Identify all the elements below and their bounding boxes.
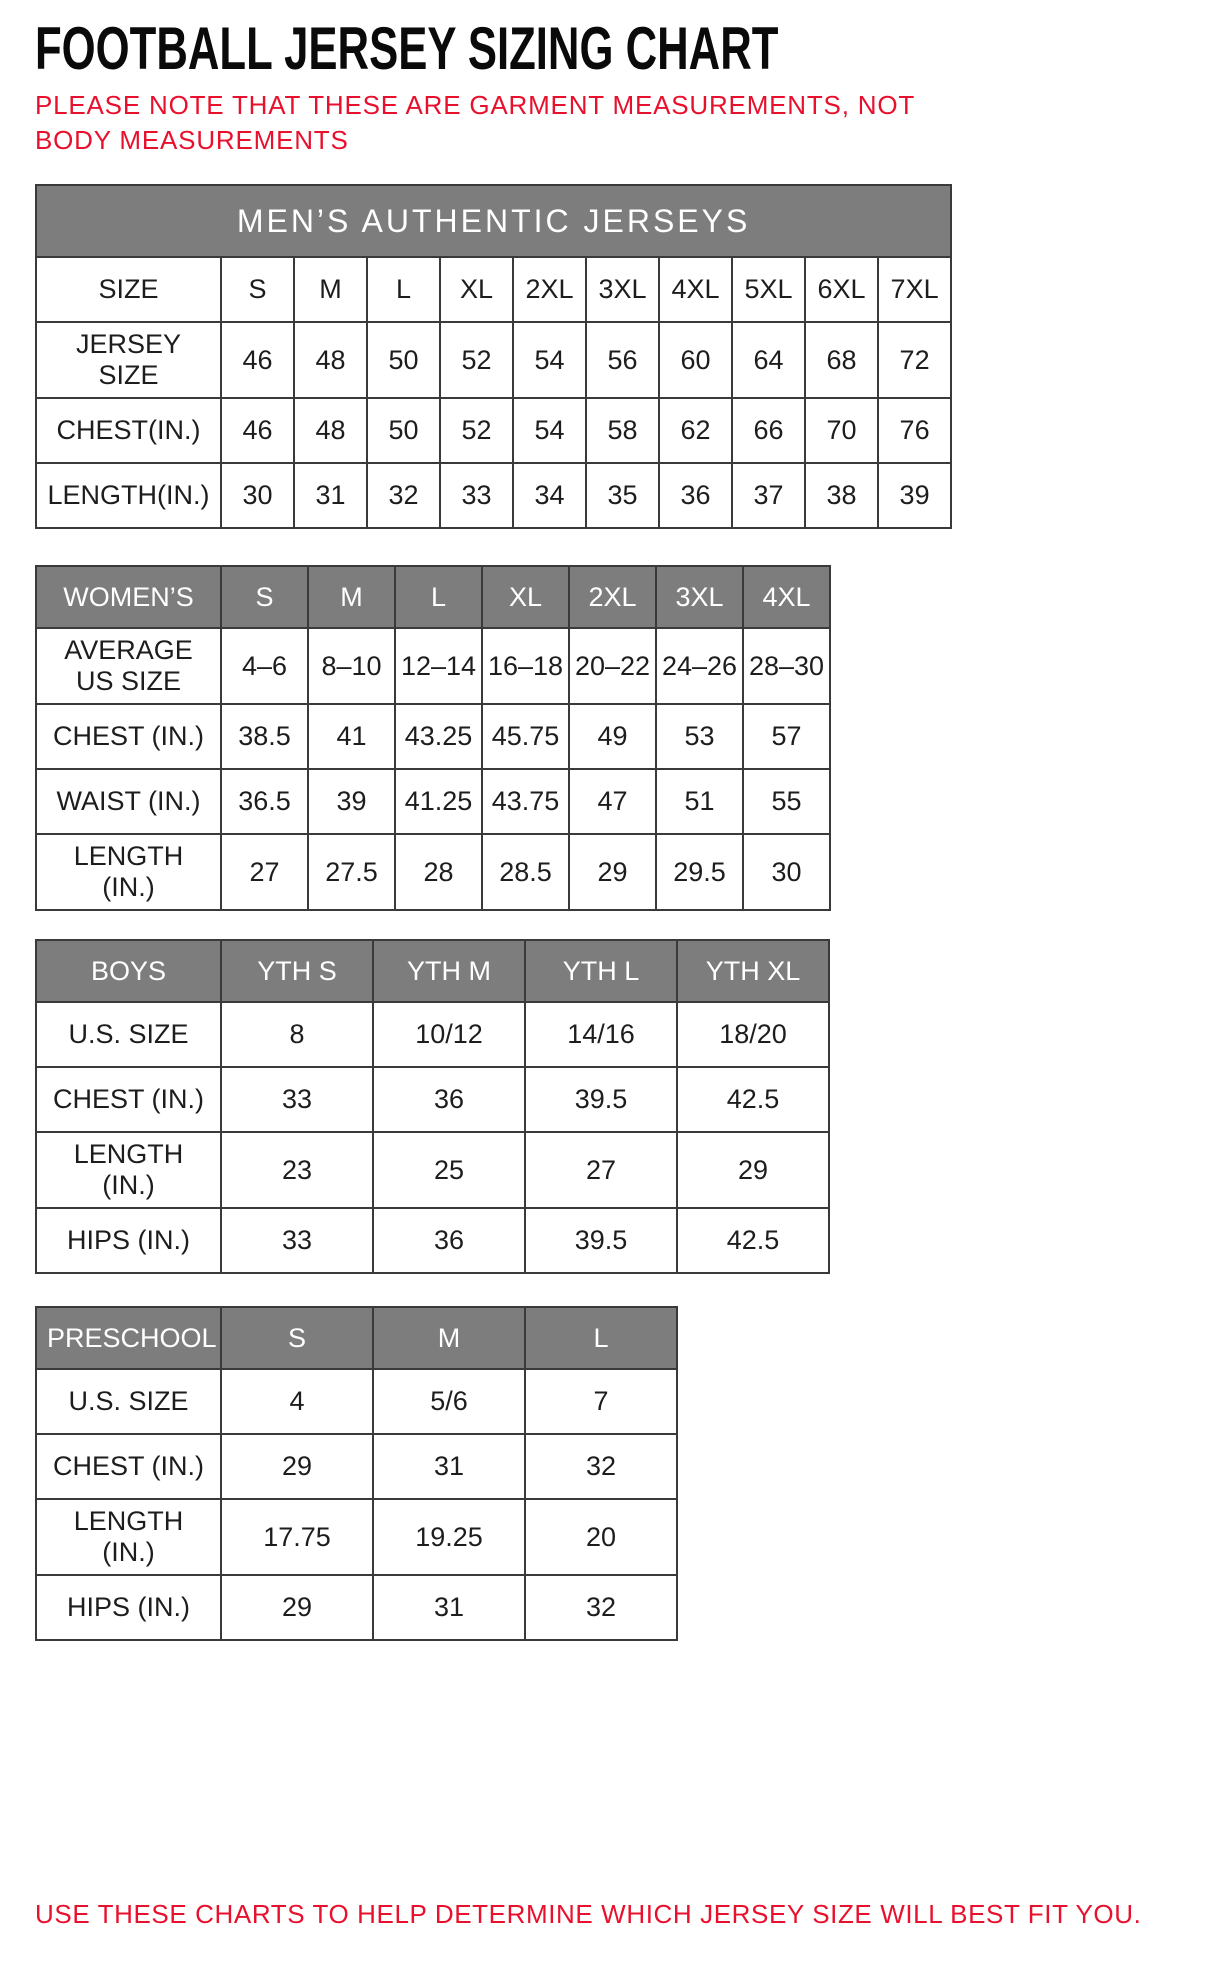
table-cell: 27.5 [308,834,395,910]
row-label: U.S. SIZE [36,1002,221,1067]
table-cell: 3XL [586,257,659,322]
table-cell: 23 [221,1132,373,1208]
preschool-jerseys-table [35,1306,678,1641]
table-cell: 43.75 [482,769,569,834]
table-header-row [36,566,830,628]
table-cell: 72 [878,322,951,398]
table-cell: 53 [656,704,743,769]
table-title-cell: WOMEN’S [36,566,221,628]
table-cell: 56 [586,322,659,398]
table-cell: 8–10 [308,628,395,704]
table-cell: 28 [395,834,482,910]
table-cell: 31 [294,463,367,528]
table-row [36,1369,677,1434]
table-cell: 27 [221,834,308,910]
table-cell: 70 [805,398,878,463]
table-cell: 10/12 [373,1002,525,1067]
table-cell: 18/20 [677,1002,829,1067]
table-cell: 4XL [659,257,732,322]
table-cell: 38 [805,463,878,528]
table-title-cell: BOYS [36,940,221,1002]
table-row [36,1067,829,1132]
table-cell: 7XL [878,257,951,322]
mens-jerseys-table [35,184,952,529]
table-cell: 46 [221,322,294,398]
table-row [36,463,951,528]
column-header: YTH S [221,940,373,1002]
table-cell: 52 [440,398,513,463]
row-label: HIPS (IN.) [36,1575,221,1640]
table-cell: 34 [513,463,586,528]
table-cell: 29 [221,1575,373,1640]
column-header: YTH XL [677,940,829,1002]
table-row [36,1434,677,1499]
table-cell: 19.25 [373,1499,525,1575]
table-cell: L [367,257,440,322]
column-header: 2XL [569,566,656,628]
table-cell: 47 [569,769,656,834]
column-header: S [221,1307,373,1369]
table-cell: 24–26 [656,628,743,704]
table-cell: 36.5 [221,769,308,834]
table-cell: 36 [373,1067,525,1132]
table-cell: 68 [805,322,878,398]
table-row [36,628,830,704]
table-cell: 29 [677,1132,829,1208]
table-cell: 39 [308,769,395,834]
table-cell: 20 [525,1499,677,1575]
table-row [36,1208,829,1273]
table-cell: 66 [732,398,805,463]
column-header: XL [482,566,569,628]
row-label: U.S. SIZE [36,1369,221,1434]
table-cell: 25 [373,1132,525,1208]
row-label: WAIST (IN.) [36,769,221,834]
table-row [36,1132,829,1208]
table-cell: 16–18 [482,628,569,704]
column-header: 3XL [656,566,743,628]
table-cell: 49 [569,704,656,769]
table-cell: 7 [525,1369,677,1434]
row-label: JERSEY SIZE [36,322,221,398]
table-cell: 31 [373,1575,525,1640]
table-cell: 33 [440,463,513,528]
row-label: CHEST (IN.) [36,1067,221,1132]
column-header: M [373,1307,525,1369]
table-cell: 60 [659,322,732,398]
table-row [36,769,830,834]
table-cell: 14/16 [525,1002,677,1067]
table-cell: 45.75 [482,704,569,769]
table-row [36,1499,677,1575]
column-header: YTH L [525,940,677,1002]
table-row [36,257,951,322]
table-row [36,1575,677,1640]
table-cell: 62 [659,398,732,463]
table-cell: 76 [878,398,951,463]
table-cell: 42.5 [677,1208,829,1273]
table-cell: 30 [221,463,294,528]
table-cell: M [294,257,367,322]
table-header-row [36,1307,677,1369]
mens-table-title: MEN’S AUTHENTIC JERSEYS [36,185,951,257]
table-cell: 57 [743,704,830,769]
table-cell: 39.5 [525,1067,677,1132]
row-label: CHEST (IN.) [36,704,221,769]
table-cell: 32 [525,1575,677,1640]
row-label: LENGTH (IN.) [36,1132,221,1208]
column-header: YTH M [373,940,525,1002]
table-cell: 33 [221,1208,373,1273]
table-cell: 36 [659,463,732,528]
table-cell: 36 [373,1208,525,1273]
table-cell: 33 [221,1067,373,1132]
table-cell: 39 [878,463,951,528]
table-row [36,704,830,769]
table-cell: 32 [525,1434,677,1499]
table-cell: 37 [732,463,805,528]
table-cell: 5/6 [373,1369,525,1434]
page-title: FOOTBALL JERSEY SIZING CHART [35,13,779,82]
table-cell: 39.5 [525,1208,677,1273]
row-label: LENGTH (IN.) [36,1499,221,1575]
table-title-row [36,185,951,257]
column-header: L [395,566,482,628]
table-cell: 46 [221,398,294,463]
table-cell: 50 [367,398,440,463]
table-cell: 29 [221,1434,373,1499]
table-cell: 27 [525,1132,677,1208]
table-cell: 20–22 [569,628,656,704]
garment-measurement-note: PLEASE NOTE THAT THESE ARE GARMENT MEASUREMENTS, NOT BODY MEASUREMENTS [35,90,915,156]
table-cell: 4 [221,1369,373,1434]
table-cell: 50 [367,322,440,398]
row-label: LENGTH(IN.) [36,463,221,528]
table-row [36,1002,829,1067]
table-title-cell: PRESCHOOL [36,1307,221,1369]
table-cell: 5XL [732,257,805,322]
table-cell: 55 [743,769,830,834]
table-header-row [36,940,829,1002]
table-cell: 8 [221,1002,373,1067]
table-cell: 12–14 [395,628,482,704]
table-cell: 30 [743,834,830,910]
table-cell: 4–6 [221,628,308,704]
column-header: M [308,566,395,628]
table-row [36,322,951,398]
fit-advice-note: USE THESE CHARTS TO HELP DETERMINE WHICH JERSEY SIZE WILL BEST FIT YOU. [35,1899,1142,1929]
table-cell: 54 [513,322,586,398]
womens-jerseys-table [35,565,831,911]
row-label: HIPS (IN.) [36,1208,221,1273]
table-cell: 51 [656,769,743,834]
table-cell: 31 [373,1434,525,1499]
table-cell: 52 [440,322,513,398]
row-label: AVERAGE US SIZE [36,628,221,704]
column-header: L [525,1307,677,1369]
table-cell: 48 [294,398,367,463]
row-label: LENGTH (IN.) [36,834,221,910]
table-cell: 64 [732,322,805,398]
row-label: SIZE [36,257,221,322]
boys-jerseys-table [35,939,830,1274]
table-cell: 48 [294,322,367,398]
table-cell: 43.25 [395,704,482,769]
table-cell: 29 [569,834,656,910]
table-cell: 42.5 [677,1067,829,1132]
table-row [36,834,830,910]
row-label: CHEST (IN.) [36,1434,221,1499]
table-cell: 58 [586,398,659,463]
table-cell: 41 [308,704,395,769]
column-header: 4XL [743,566,830,628]
row-label: CHEST(IN.) [36,398,221,463]
table-cell: S [221,257,294,322]
table-cell: 35 [586,463,659,528]
column-header: S [221,566,308,628]
table-cell: 28.5 [482,834,569,910]
table-row [36,398,951,463]
table-cell: 6XL [805,257,878,322]
table-cell: 29.5 [656,834,743,910]
table-cell: 32 [367,463,440,528]
table-cell: 41.25 [395,769,482,834]
table-cell: 17.75 [221,1499,373,1575]
table-cell: 54 [513,398,586,463]
table-cell: 38.5 [221,704,308,769]
table-cell: XL [440,257,513,322]
table-cell: 2XL [513,257,586,322]
table-cell: 28–30 [743,628,830,704]
